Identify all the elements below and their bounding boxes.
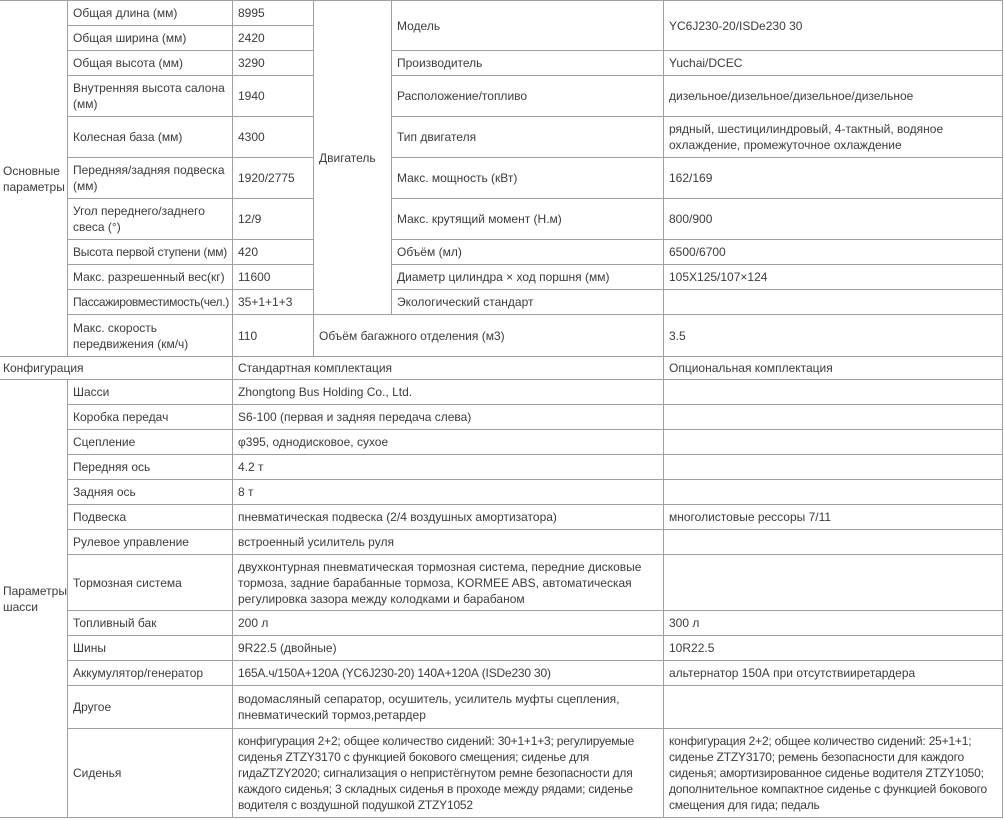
chassis-param-label: Коробка передач bbox=[68, 405, 233, 430]
section-label-engine: Двигатель bbox=[314, 1, 392, 315]
param-label: Передняя/задняя подвеска (мм) bbox=[68, 158, 233, 199]
chassis-param-label: Другое bbox=[68, 686, 233, 729]
param-value: 12/9 bbox=[233, 199, 314, 240]
chassis-standard-value: пневматическая подвеска (2/4 воздушных амортизатора) bbox=[233, 505, 664, 530]
config-standard-header: Стандартная комплектация bbox=[233, 357, 664, 380]
chassis-standard-value: конфигурация 2+2; общее количество сидений: 30+1+1+3; регулируемые сиденья ZTZY3170 с функцией бокового смещения; сиденье для гидаZTZY2020; сигнализация о непристёгнутом ремне безопасности для каждого сиденья; 3 складных сиденья в проходе между рядами; сиденье водителя с воздушной подушкой ZTZY1052 bbox=[233, 729, 664, 818]
section-label-basic: Основные параметры bbox=[0, 1, 68, 357]
engine-param-label: Макс. крутящий момент (Н.м) bbox=[392, 199, 664, 240]
chassis-optional-value bbox=[664, 430, 1003, 455]
param-label: Общая ширина (мм) bbox=[68, 26, 233, 51]
luggage-value: 3.5 bbox=[664, 315, 1003, 357]
engine-param-value: Yuchai/DCEC bbox=[664, 51, 1003, 76]
engine-param-value: дизельное/дизельное/дизельное/дизельное bbox=[664, 76, 1003, 117]
chassis-param-label: Сиденья bbox=[68, 729, 233, 818]
param-value: 1920/2775 bbox=[233, 158, 314, 199]
chassis-optional-value bbox=[664, 480, 1003, 505]
chassis-standard-value: 9R22.5 (двойные) bbox=[233, 636, 664, 661]
table-row bbox=[0, 1, 1003, 26]
table-row bbox=[0, 315, 1003, 357]
engine-param-label: Модель bbox=[392, 1, 664, 51]
engine-param-label: Макс. мощность (кВт) bbox=[392, 158, 664, 199]
chassis-optional-value: многолистовые рессоры 7/11 bbox=[664, 505, 1003, 530]
chassis-param-label: Тормозная система bbox=[68, 555, 233, 611]
chassis-optional-value bbox=[664, 405, 1003, 430]
chassis-optional-value: конфигурация 2+2; общее количество сидений: 25+1+1; сиденье ZTZY3170; ремень безопасности для каждого сиденья; амортизированное сиденье водителя ZTZY1050; дополнительное компактное сиденье с функцией бокового смещения для гида; педаль bbox=[664, 729, 1003, 818]
chassis-standard-value: двухконтурная пневматическая тормозная система, передние дисковые тормоза, задние барабанные тормоза, KORMEE ABS, автоматическая регулировка зазора между колодками и барабаном bbox=[233, 555, 664, 611]
table-row bbox=[0, 729, 1003, 818]
table-row bbox=[0, 530, 1003, 555]
table-row bbox=[0, 611, 1003, 636]
chassis-optional-value bbox=[664, 686, 1003, 729]
table-row bbox=[0, 555, 1003, 611]
param-label: Угол переднего/заднего свеса (°) bbox=[68, 199, 233, 240]
chassis-optional-value: альтернатор 150А при отсутствииретардера bbox=[664, 661, 1003, 686]
chassis-standard-value: водомасляный сепаратор, осушитель, усилитель муфты сцепления, пневматический тормоз,ретардер bbox=[233, 686, 664, 729]
engine-param-value: 162/169 bbox=[664, 158, 1003, 199]
table-row bbox=[0, 158, 1003, 199]
table-row bbox=[0, 455, 1003, 480]
engine-param-label: Диаметр цилиндра × ход поршня (мм) bbox=[392, 265, 664, 290]
table-row bbox=[0, 661, 1003, 686]
param-value: 35+1+1+3 bbox=[233, 290, 314, 315]
param-label: Колесная база (мм) bbox=[68, 117, 233, 158]
engine-param-value: 800/900 bbox=[664, 199, 1003, 240]
chassis-optional-value bbox=[664, 380, 1003, 405]
table-row bbox=[0, 636, 1003, 661]
engine-param-label: Тип двигателя bbox=[392, 117, 664, 158]
chassis-optional-value bbox=[664, 455, 1003, 480]
param-value: 1940 bbox=[233, 76, 314, 117]
chassis-standard-value: 4.2 т bbox=[233, 455, 664, 480]
section-label-chassis: Параметры шасси bbox=[0, 380, 68, 818]
chassis-standard-value: 8 т bbox=[233, 480, 664, 505]
engine-param-value: YC6J230-20/ISDe230 30 bbox=[664, 1, 1003, 51]
chassis-standard-value: 165А.ч/150А+120А (YC6J230-20) 140А+120А (ISDe230 30) bbox=[233, 661, 664, 686]
param-label: Общая высота (мм) bbox=[68, 51, 233, 76]
chassis-standard-value: 200 л bbox=[233, 611, 664, 636]
table-row bbox=[0, 480, 1003, 505]
table-row bbox=[0, 240, 1003, 265]
chassis-standard-value: встроенный усилитель руля bbox=[233, 530, 664, 555]
param-value: 2420 bbox=[233, 26, 314, 51]
param-label: Макс. разрешенный вес(кг) bbox=[68, 265, 233, 290]
engine-param-value bbox=[664, 290, 1003, 315]
param-value: 420 bbox=[233, 240, 314, 265]
engine-param-value: 105X125/107×124 bbox=[664, 265, 1003, 290]
param-value: 3290 bbox=[233, 51, 314, 76]
table-row bbox=[0, 430, 1003, 455]
param-label: Макс. скорость передвижения (км/ч) bbox=[68, 315, 233, 357]
param-value: 110 bbox=[233, 315, 314, 357]
chassis-optional-value bbox=[664, 530, 1003, 555]
table-row bbox=[0, 265, 1003, 290]
param-value: 4300 bbox=[233, 117, 314, 158]
table-row bbox=[0, 290, 1003, 315]
chassis-param-label: Передняя ось bbox=[68, 455, 233, 480]
chassis-param-label: Подвеска bbox=[68, 505, 233, 530]
param-value: 11600 bbox=[233, 265, 314, 290]
table-row bbox=[0, 117, 1003, 158]
chassis-standard-value: Zhongtong Bus Holding Co., Ltd. bbox=[233, 380, 664, 405]
table-row bbox=[0, 405, 1003, 430]
chassis-param-label: Рулевое управление bbox=[68, 530, 233, 555]
table-row bbox=[0, 51, 1003, 76]
chassis-param-label: Задняя ось bbox=[68, 480, 233, 505]
table-row bbox=[0, 199, 1003, 240]
table-row bbox=[0, 76, 1003, 117]
config-label: Конфигурация bbox=[0, 357, 233, 380]
config-optional-header: Опциональная комплектация bbox=[664, 357, 1003, 380]
chassis-standard-value: S6-100 (первая и задняя передача слева) bbox=[233, 405, 664, 430]
chassis-param-label: Аккумулятор/генератор bbox=[68, 661, 233, 686]
table-row bbox=[0, 686, 1003, 729]
engine-param-value: рядный, шестицилиндровый, 4-тактный, водяное охлаждение, промежуточное охлаждение bbox=[664, 117, 1003, 158]
chassis-param-label: Сцепление bbox=[68, 430, 233, 455]
chassis-optional-value: 10R22.5 bbox=[664, 636, 1003, 661]
table-row bbox=[0, 505, 1003, 530]
param-label: Общая длина (мм) bbox=[68, 1, 233, 26]
engine-param-label: Экологический стандарт bbox=[392, 290, 664, 315]
param-value: 8995 bbox=[233, 1, 314, 26]
chassis-optional-value: 300 л bbox=[664, 611, 1003, 636]
config-header-row bbox=[0, 357, 1003, 380]
chassis-optional-value bbox=[664, 555, 1003, 611]
engine-param-value: 6500/6700 bbox=[664, 240, 1003, 265]
chassis-param-label: Топливный бак bbox=[68, 611, 233, 636]
engine-param-label: Производитель bbox=[392, 51, 664, 76]
chassis-param-label: Шасси bbox=[68, 380, 233, 405]
chassis-param-label: Шины bbox=[68, 636, 233, 661]
param-label: Внутренняя высота салона (мм) bbox=[68, 76, 233, 117]
param-label: Пассажировместимость(чел.) bbox=[68, 290, 233, 315]
luggage-label: Объём багажного отделения (м3) bbox=[314, 315, 664, 357]
chassis-standard-value: φ395, однодисковое, сухое bbox=[233, 430, 664, 455]
table-row bbox=[0, 380, 1003, 405]
engine-param-label: Объём (мл) bbox=[392, 240, 664, 265]
engine-param-label: Расположение/топливо bbox=[392, 76, 664, 117]
param-label: Высота первой ступени (мм) bbox=[68, 240, 233, 265]
